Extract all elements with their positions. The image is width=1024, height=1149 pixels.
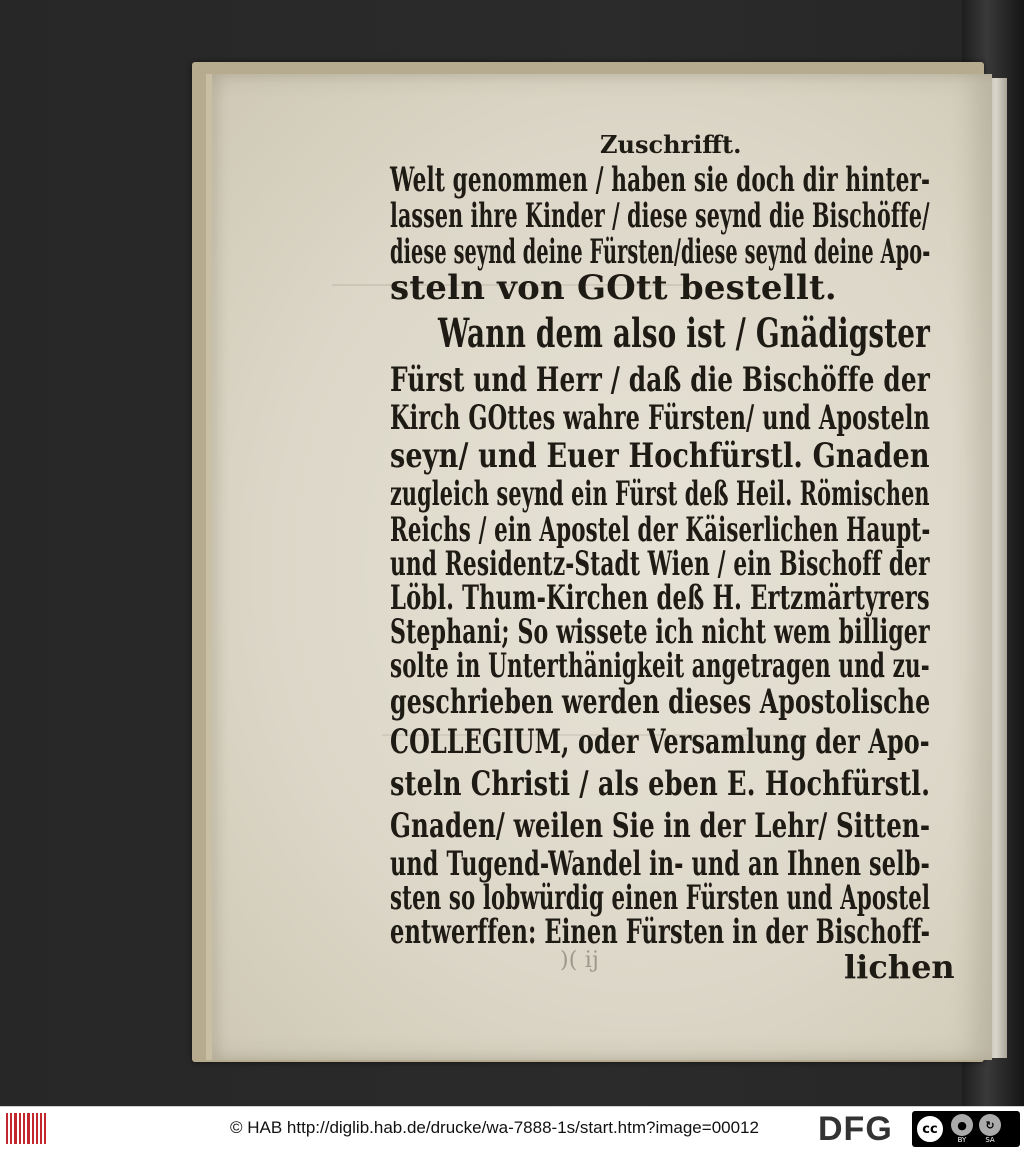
- text-line: diese seynd deine Fürsten/diese seynd deine Apo-: [390, 232, 931, 272]
- text-line: steln von GOtt bestellt.: [390, 268, 837, 308]
- running-head: Zuschrifft.: [600, 130, 742, 159]
- text-line: COLLEGIUM, oder Versamlung der Apo-: [390, 722, 930, 762]
- text-line: zugleich seynd ein Fürst deß Heil. Römischen: [390, 474, 930, 514]
- signature-mark: )( ij: [560, 948, 600, 973]
- attribution-person-icon: ●: [951, 1114, 973, 1136]
- text-line: sten so lobwürdig einen Fürsten und Apostel: [390, 878, 931, 918]
- hab-barcode-logo-icon[interactable]: [6, 1113, 46, 1144]
- dfg-logo[interactable]: DFG: [818, 1110, 893, 1148]
- sa-icon: [979, 1114, 1001, 1144]
- text-line: Reichs / ein Apostel der Käiserlichen Haupt-: [390, 510, 931, 550]
- text-line: steln Christi / als eben E. Hochfürstl.: [390, 764, 931, 804]
- text-line: Löbl. Thum-Kirchen deß H. Ertzmärtyrers: [390, 578, 930, 618]
- text-line: Gnaden/ weilen Sie in der Lehr/ Sitten-: [390, 806, 931, 846]
- text-line: seyn/ und Euer Hochfürstl. Gnaden: [390, 436, 930, 476]
- text-line: entwerffen: Einen Fürsten in der Bischoff-: [390, 912, 931, 952]
- text-line: lassen ihre Kinder / diese seynd die Bischöffe/: [390, 196, 930, 236]
- text-line: Wann dem also ist / Gnädigster: [438, 310, 930, 357]
- text-line: Welt genommen / haben sie doch dir hinter-: [390, 160, 931, 200]
- text-line: Kirch GOttes wahre Fürsten/ und Aposteln: [390, 398, 930, 438]
- text-line: geschrieben werden dieses Apostolische: [390, 682, 931, 722]
- by-label: BY: [957, 1136, 967, 1144]
- footer-bar: [0, 1106, 1024, 1149]
- share-alike-arrow-icon: ↻: [979, 1114, 1001, 1136]
- text-line: und Tugend-Wandel in- und an Ihnen selb-: [390, 844, 930, 884]
- text-line: und Residentz-Stadt Wien / ein Bischoff der: [390, 544, 930, 584]
- text-line: Fürst und Herr / daß die Bischöffe der: [390, 360, 931, 400]
- by-icon: [951, 1114, 973, 1144]
- sa-label: SA: [985, 1136, 995, 1144]
- cc-icon: cc: [915, 1114, 945, 1144]
- attribution-link[interactable]: © HAB http://diglib.hab.de/drucke/wa-7888-1s/start.htm?image=00012: [230, 1118, 759, 1137]
- text-line: solte in Unterthänigkeit angetragen und zu-: [390, 646, 930, 686]
- text-line: Stephani; So wissete ich nicht wem billiger: [390, 612, 930, 652]
- catchword: lichen: [844, 948, 955, 986]
- creative-commons-by-sa-icon[interactable]: [912, 1111, 1020, 1147]
